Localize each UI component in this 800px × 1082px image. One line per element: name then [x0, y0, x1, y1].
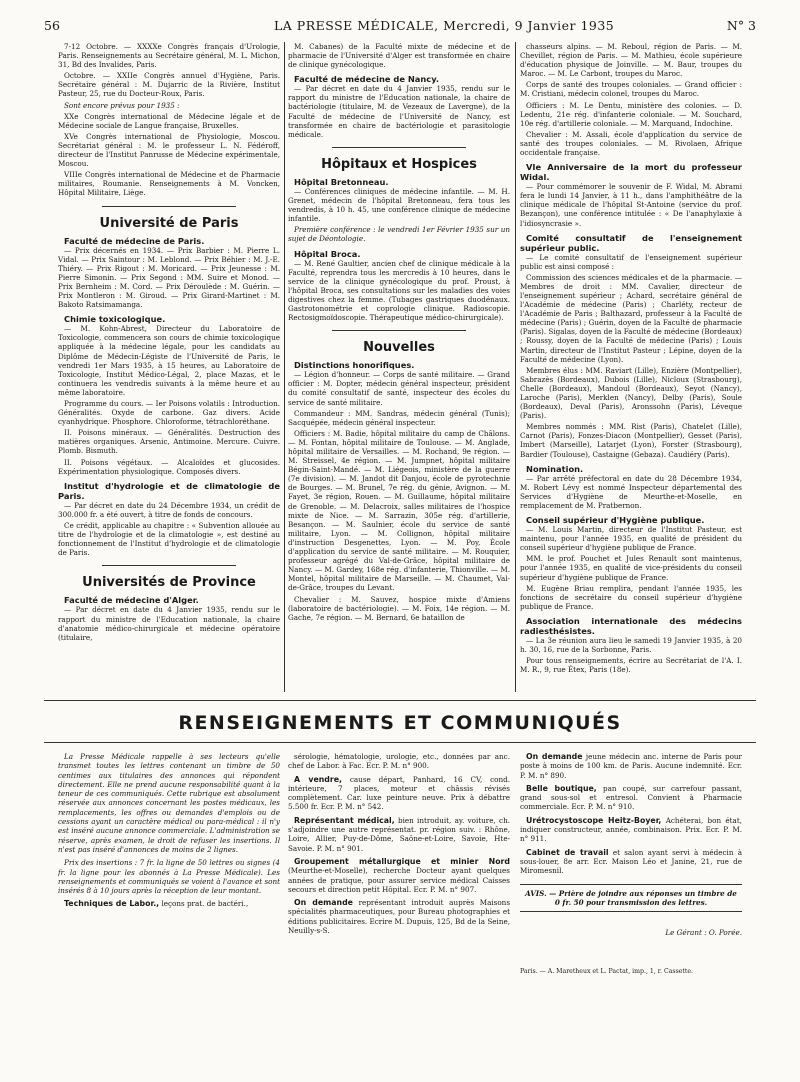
paragraph: sérologie, hématologie, urologie, etc., données par anc. chef de Labor. à Fac. Ecr. P. M. n° 900. — [288, 752, 510, 771]
section-heading: Université de Paris — [99, 215, 239, 231]
column-divider — [515, 42, 516, 692]
item-heading: VIe Anniversaire de la mort du professeur Widal. — [520, 162, 742, 183]
paragraph: XXe Congrès international de Médecine légale et de Médecine sociale de Langue française, Bruxelles. — [58, 111, 280, 130]
item-heading: Distinctions honorifiques. — [294, 360, 415, 371]
paragraph: — M. René Gaultier, ancien chef de clinique médicale à la Faculté, reprendra tous les mercredis à 10 heures, dans le service de la clinique gynécologique du prof. Proust, à l'hôpital Broca, ses consultations sur les maladies des voies digestives chez la femme. (Tubages gastriques duodénaux. Gastrotonométrie et coprologie clinique. Radioscopie. Rectosigmoïdoscopie. Thérapeutique médico-chirurgicale). — [288, 258, 510, 323]
classifieds-column-2 — [288, 752, 510, 1052]
section-heading: Hôpitaux et Hospices — [321, 156, 477, 172]
paragraph: — Par arrêté préfectoral en date du 28 Décembre 1934, M. Robert Lévy est nommé Inspecteur départemental des Services d'Hygiène de Meurthe-et-Moselle, en remplacement de M. Pratbernon. — [520, 473, 742, 510]
paragraph: Sont encore prévus pour 1935 : — [64, 100, 180, 110]
issue-number: N° 3 — [726, 18, 756, 33]
ad-lead: On demande — [294, 898, 353, 908]
paragraph: — M. Louis Martin, directeur de l'Institut Pasteur, est maintenu, pour l'année 1935, en qualité de président du conseil supérieur d'hygiène publique de France. — [520, 525, 742, 553]
ad-lead: Techniques de Labor., — [64, 899, 160, 909]
ad-lead: Groupement métallurgique et minier Nord — [294, 856, 510, 866]
paragraph: — Le comité consultatif de l'enseignement supérieur public est ainsi composé : — [520, 252, 742, 271]
paragraph: Membres nommés : MM. Rist (Paris), Chatelet (Lille), Carnot (Paris), Fonzes-Diacon (Montpellier), Gesset (Paris), Imbert (Marseille), Latarjet (Lyon), Forster (Strasbourg), Bardier (Toulouse), Castaigne (Gebaza). Caudiéry (Paris). — [520, 422, 742, 459]
ad-text: représentant introduit auprès Maisons spécialités pharmaceutiques, pour Bureau photographies et éditions publicitaires. Ecrire M. Dupuis, 125, Bd de la Seine, Neuilly-s-S. — [288, 898, 510, 936]
classified-ad — [288, 857, 510, 894]
paragraph: Corps de santé des troupes coloniales. — Grand officier : M. Cristiani, médecin colonel, troupes du Maroc. — [520, 80, 742, 99]
item-heading: Hôpital Bretonneau. — [294, 176, 389, 187]
paragraph: — Par décret en date du 4 Janvier 1935, rendu sur le rapport du ministre de l'Education nationale, la chaire de bactériologie (titulaire, M. de Vezeaux de Lavergne), de la Faculté de médecine de l'Université de Nancy, est transformée en chaire de bactériologie et parasitologie médicale. — [288, 84, 510, 139]
item-heading: Faculté de médecine de Paris. — [64, 235, 205, 246]
paragraph: MM. le prof. Pouchet et Jules Renault sont maintenus, pour l'année 1935, en qualité de vice-présidents du conseil supérieur d'hygiène publique de France. — [520, 554, 742, 582]
paragraph: Octobre. — XXIIe Congrès annuel d'Hygiène, Paris. Secrétaire général : M. Dujarric de la Rivière, Institut Pasteur, 25, rue du Docteur-Roux, Paris. — [58, 71, 280, 99]
paragraph: II. Poisons minéraux. — Généralités. Destruction des matières organiques. Arsenic, Antimoine. Mercure. Cuivre. Plomb. Bismuth. — [58, 428, 280, 456]
item-heading: Conseil supérieur d'Hygiène publique. — [526, 515, 705, 526]
section-rule — [332, 330, 465, 331]
printer-line: Paris. — A. Maretheux et L. Pactat, imp., 1, r. Cassette. — [520, 968, 694, 976]
avis-notice: AVIS. — Prière de joindre aux réponses un timbre de 0 fr. 50 pour transmission des lettres. — [520, 884, 742, 913]
paragraph: chasseurs alpins. — M. Reboul, région de Paris. — M. Chevillet, région de Paris. — M. Mathieu, école supérieure d'éducation physique de Joinville. — M. Baur, troupes du Maroc. — M. Le Carbont, troupes du Maroc. — [520, 42, 742, 79]
paragraph: Officiers : M. Le Dentu, ministère des colonies. — D. Ledentu, 21e rég. d'infanterie coloniale. — M. Souchard, 10e rég. d'artillerie coloniale. — M. Marquand, Indochine. — [520, 100, 742, 128]
paragraph: Membres élus : MM. Raviart (Lille), Enzière (Montpellier), Sabrazès (Bordeaux), Dubois (Lille), Nicloux (Strasbourg), Chelle (Bordeaux), Mandoul (Bordeaux), Seyot (Nancy), Laroche (Paris), Merklen (Nancy), Delby (Paris), Soule (Bordeaux), Deval (Paris), Aronssohn (Paris), Léveque (Paris). — [520, 365, 742, 421]
classified-ad — [520, 848, 742, 876]
section-heading: Universités de Province — [82, 575, 256, 591]
ad-text: Achéterai, bon état, indiquer constructeur, année, combinaison. Prix. Ecr. P. M. n° 911. — [520, 815, 742, 844]
column-divider — [284, 42, 285, 692]
paragraph: Ce crédit, applicable au chapitre : « Subvention allouée au titre de l'hydrologie et de la climatologie », est destiné au fonctionnement de l'Institut d'hydrologie et de climatologie de Paris. — [58, 520, 280, 558]
paragraph: Chevalier : M. Assali, école d'application du service de santé des troupes coloniales. — M. Rivolaen, Afrique occidentale française. — [520, 129, 742, 158]
paragraph: Programme du cours. — Ier Poisons volatils : Introduction. Généralités. Oxyde de carbone. Gaz divers. Acide cyanhydrique. Phosphore. Chloroforme, tétrachloréthane. — [58, 399, 280, 427]
column-1 — [58, 42, 280, 694]
ad-lead: On demande — [526, 752, 583, 761]
ad-text: cause départ, Panhard, 16 CV, cond. intérieure, 7 places, moteur et châssis révisés complètement. Car. luxe peinture neuve. Prix à débattre 5.500 fr. Ecr. P. M. n° 542. — [288, 774, 510, 812]
item-heading: Institut d'hydrologie et de climatologie de Paris. — [58, 480, 280, 501]
ad-text: leçons prat. de bactéri., — [161, 899, 249, 909]
page-number: 56 — [44, 18, 60, 33]
paragraph: Commission des sciences médicales et de la pharmacie. — Membres de droit : MM. Cavalier, directeur de l'enseignement supérieur ; Achard, secrétaire général de l'Académie de médecine (Paris) ; Charléty, recteur de l'Académie de Paris ; Balthazard, professeur à la Faculté de médecine (Paris) ; Guérin, doyen de la Faculté de pharmacie (Paris). Sigalas, doyen de la Faculté de médecine (Bordeaux) ; Roussy, doyen de la Faculté de médecine (Paris) ; Louis Martin, directeur de l'Institut Pasteur ; Lépine, doyen de la Faculté de médecine (Lyon). — [520, 272, 742, 364]
item-heading: Faculté de médecine de Nancy. — [294, 74, 440, 85]
item-heading: Nomination. — [526, 463, 584, 474]
paragraph: II. Poisons végétaux. — Alcaloïdes et glucosides. Expérimentation physiologique. Composés divers. — [58, 457, 280, 476]
column-3 — [520, 42, 742, 694]
paragraph: Chevalier : M. Sauvez, hospice mixte d'Amiens (laboratoire de bactériologie). — M. Foix, 14e région. — M. Gache, 7e région. — M. Bernard, 6e bataillon de — [288, 594, 510, 622]
classifieds-column-3 — [520, 752, 742, 1052]
ad-lead: Urétrocystoscope Heitz-Boyer, — [526, 815, 662, 825]
paragraph: 7-12 Octobre. — XXXXe Congrès français d'Urologie, Paris. Renseignements au Secrétaire général, M. L. Michon, 31, Bd des Invalides, Paris. — [58, 42, 280, 70]
paragraph: — La 3e réunion aura lieu le samedi 19 Janvier 1935, à 20 h. 30, 16, rue de la Sorbonne, Paris. — [520, 635, 742, 654]
column-2 — [288, 42, 510, 694]
classified-ad — [58, 899, 280, 908]
ad-text: jeune médecin anc. interne de Paris pour poste à moins de 100 km. de Paris. Aucune indemnité. Ecr. P. M. n° 890. — [520, 752, 742, 780]
paragraph: — Légion d'honneur. — Corps de santé militaire. — Grand officier : M. Dopter, médecin général inspecteur, président du comité consultatif de santé, inspecteur des écoles du service de santé militaire. — [288, 370, 510, 407]
section-rule — [102, 206, 235, 207]
classified-ad — [520, 816, 742, 844]
classified-ad — [520, 752, 742, 780]
classified-ad — [288, 898, 510, 935]
item-heading: Chimie toxicologique. — [64, 314, 166, 325]
paragraph: — Pour commémorer le souvenir de F. Widal, M. Abrami fera le lundi 14 Janvier, à 11 h., dans l'amphithéâtre de la clinique médicale de l'hôpital St-Antoine (service du prof. Bezançon), une conférence intitulée : « De l'anaphylaxie à l'idiosyncrasie ». — [520, 182, 742, 228]
paragraph: — Par décret en date du 4 Janvier 1935, rendu sur le rapport du ministre de l'Education nationale, la chaire d'anatomie médico-chirurgicale et médecine opératoire (titulaire, — [58, 605, 280, 642]
ad-text: (Meurthe-et-Moselle), recherche Docteur ayant quelques années de pratique, pour assurer service médical Caisses secours et direction petit Hôpital. Ecr. P. M. n° 907. — [288, 866, 510, 894]
paragraph: VIIIe Congrès international de Médecine et de Pharmacie militaires, Roumanie. Renseignements à M. Voncken, Hôpital Militaire, Liège. — [58, 170, 280, 198]
ad-lead: A vendre, — [294, 774, 342, 784]
page-header — [44, 18, 756, 36]
paragraph: — Prix décernés en 1934. — Prix Barbier : M. Pierre L. Vidal. — Prix Saintour : M. Leblond. — Prix Béhier : M. J.-E. Thiéry. — Prix Rigout : M. Moricard. — Prix Jeunesse : M. Pierre Simonin. — Prix Segond : MM. Suire et Monod. — Prix Bernheim : M. Cord. — Prix Déroulède : M. Guérin. — Prix Montleron : M. Giroud. — Prix Girard-Martinet : M. Bakoto Ratsimamanga. — [58, 245, 280, 310]
paragraph: — Par décret en date du 24 Décembre 1934, un crédit de 300.000 fr. a été ouvert, à titre de fonds de concours. — [58, 500, 280, 519]
classified-ad — [520, 784, 742, 812]
ad-lead: Représentant médical, — [294, 815, 395, 825]
journal-title: LA PRESSE MÉDICALE, Mercredi, 9 Janvier 1935 — [274, 18, 615, 33]
section-rule — [102, 565, 235, 566]
item-heading: Comité consultatif de l'enseignement supérieur public. — [520, 232, 742, 253]
item-heading: Association internationale des médecins radiesthésistes. — [520, 615, 742, 636]
gerant-signature: Le Gérant : O. Porée. — [665, 928, 742, 938]
classified-ad — [288, 775, 510, 812]
paragraph: — M. Kohn-Abrest, Directeur du Laboratoire de Toxicologie, commencera son cours de chimie toxicologique appliquée à la médecine légale, pour les candidats au Diplôme de Médecin-Légiste de l'Université de Paris, le vendredi 1er Mars 1935, à 15 heures, au Laboratoire de Toxicologie, Institut Médico-Légal, 2, place Mazas, et le continuera les vendredis suivants à la même heure et au même laboratoire. — [58, 324, 280, 397]
banner-rule-bottom — [44, 742, 756, 743]
notice: La Presse Médicale rappelle à ses lecteurs qu'elle transmet toutes les lettres contenant un timbre de 50 centimes aux titulaires des annonces qui répondent directement. Elle ne prend aucune responsabilité quant à la teneur de ces communiqués. Cette rubrique est absolument réservée aux annonces concernant les postes médicaux, les remplacements, les offres ou demandes d'emplois ou de cessions ayant un caractère médical ou para-médical : il n'y est inséré aucune annonce commerciale. L'administration se réserve, après examen, le droit de refuser les insertions. Il n'est pas inséré d'annonces de moins de 2 lignes. — [58, 752, 280, 854]
item-heading: Faculté de médecine d'Alger. — [64, 595, 199, 606]
section-heading: Nouvelles — [363, 340, 435, 356]
banner-rule-top — [44, 700, 756, 701]
paragraph: Pour tous renseignements, écrire au Secrétariat de l'A. I. M. R., 9, rue Étex, Paris (18e). — [520, 656, 742, 675]
ad-text: et salon ayant servi à médecin à sous-louer, 8e arr. Ecr. Maison Léo et Janine, 21, rue de Miromesnil. — [520, 847, 742, 876]
paragraph: Première conférence : le vendredi 1er Février 1935 sur un sujet de Déontologie. — [288, 225, 510, 244]
ad-lead: Belle boutique, — [526, 783, 597, 793]
classified-ad — [288, 816, 510, 853]
ad-text: bien introduit, ay. voiture, ch. s'adjoindre une autre représentat. pr. région suiv. : Rhône, Loire, Allier, Puy-de-Dôme, Saône-et-Loire, Savoie, Hte-Savoie. P. M. n° 901. — [288, 815, 510, 853]
section-banner: RENSEIGNEMENTS ET COMMUNIQUÉS — [178, 712, 622, 734]
paragraph: — Conférences cliniques de médecine infantile. — M. H. Grenet, médecin de l'hôpital Bretonneau, fera tous les vendredis, à 10 h. 45, une conférence clinique de médecine infantile. — [288, 186, 510, 224]
paragraph: Officiers : M. Badie, hôpital militaire du camp de Châlons. — M. Fontan, hôpital militaire de Toulouse. — M. Anglade, hôpital militaire de Versailles. — M. Rochand, 9e région. — M. Streissel, 4e région. — M. Jumpnet, hôpital militaire Bégin-Saint-Mandé. — M. Liégeois, ministère de la guerre (7e division). — M. Jandot dit Danjou, école de pyrotechnie de Bourges. — M. Brunel, 7e rég. du génie, Avignon. — M. Fayet, 3e région, Rouen. — M. Guillaume, hôpital militaire de Grenoble. — M. Delacroix, salles militaires de l'hospice mixte de Nice. — M. Sarrazin, 305e rég. d'artillerie, Besançon. — M. Saulnier, école du service de santé militaire, Lyon. — M. Collignon, hôpital militaire d'instruction Desgenettes, Lyon. — M. Poy, École d'application du service de santé militaire. — M. Rouquier, professeur agrégé du Val-de-Grâce, hôpital militaire de Nancy. — M. Gardey, 168e rég. d'infanterie, Thionville. — M. Montel, hôpital militaire de Marseille. — M. Chaumet, Val-de-Grâce, troupes du Levant. — [288, 428, 510, 593]
paragraph: Commandeur : MM. Sandras, médecin général (Tunis); Sacquépée, médecin général inspecteur. — [288, 408, 510, 427]
section-rule — [332, 147, 465, 148]
ad-text: pan coupé, sur carrefour passant, grand sous-sol et entresol. Convient à Pharmacie commerciale. Ecr. P. M. n° 910. — [520, 783, 742, 812]
notice: Prix des insertions : 7 fr. la ligne de 50 lettres ou signes (4 fr. la ligne pour les abonnés à La Presse Médicale). Les renseignements et communiqués se voient à l'avance et sont insérés 8 à 10 jours après la réception de leur montant. — [58, 858, 280, 896]
paragraph: XVe Congrès international de Physiologie, Moscou. Secrétariat général : M. le professeur L. N. Fédéroff, directeur de l'Institut Panrusse de Médecine expérimentale, Moscou. — [58, 131, 280, 169]
item-heading: Hôpital Broca. — [294, 248, 361, 259]
paragraph: M. Eugène Briau remplira, pendant l'année 1935, les fonctions de secrétaire du conseil supérieur d'hygiène publique de France. — [520, 583, 742, 611]
paragraph: M. Cabanes) de la Faculté mixte de médecine et de pharmacie de l'Université d'Alger est transformée en chaire de clinique gynécologique. — [288, 42, 510, 70]
ad-lead: Cabinet de travail — [526, 847, 609, 857]
classifieds-column-1 — [58, 752, 280, 1052]
